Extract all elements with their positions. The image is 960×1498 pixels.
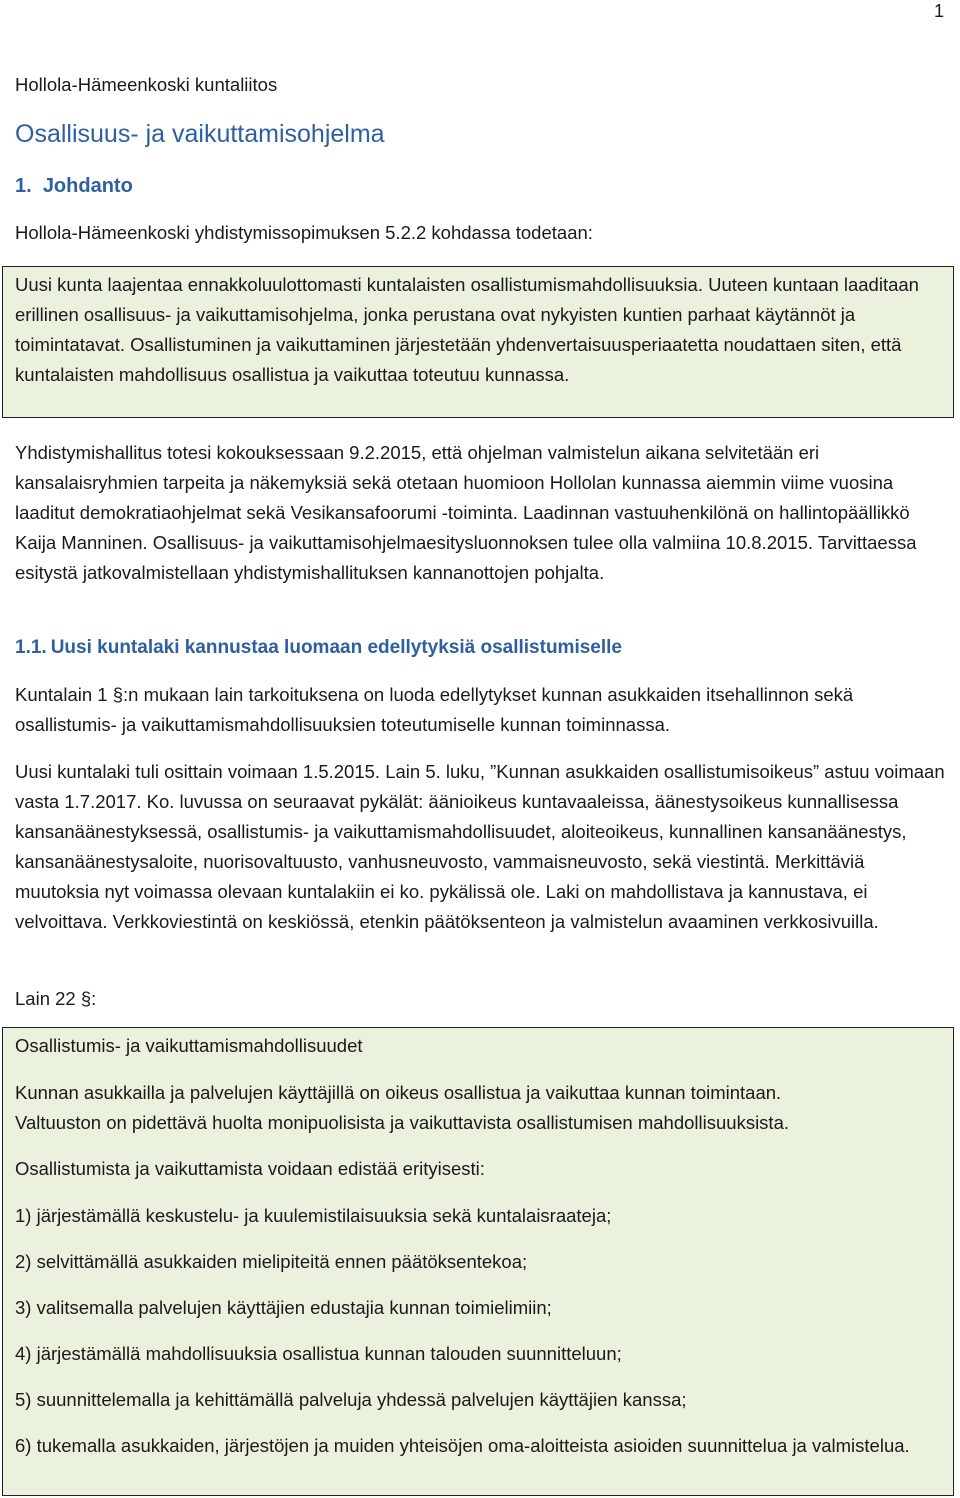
section-title: Johdanto xyxy=(42,175,133,197)
quote-text: Uusi kunta laajentaa ennakkoluulottomasti kuntalaisten osallistumismahdollisuuksia. Uuteen kuntaan laaditaan erillinen osallisuus- ja vaikuttamisohjelma, jonka perustana ovat nykyisten kuntien parhaat käytännöt ja toimintatavat. Osallistuminen ja vaikuttaminen järjestetään yhdenvertaisuusperiaatetta noudattaen siten, että kuntalaisten mahdollisuus osallistua ja vaikuttaa toteutuu kunnassa. xyxy=(15,274,919,385)
law-list-item: 2) selvittämällä asukkaiden mielipiteitä ennen päätöksentekoa; xyxy=(15,1251,528,1272)
paragraph-kuntalaki-changes: Uusi kuntalaki tuli osittain voimaan 1.5.2015. Lain 5. luku, ”Kunnan asukkaiden osallistumisoikeus” astuu voimaan vasta 1.7.2017. Ko. luvussa on seuraavat pykälät: äänioikeus kuntavaaleissa, äänestysoikeus kunnallisessa kansanäänestyksessä, osallistumis- ja vaikuttamismahdollisuudet, aloiteoikeus, kunnallinen kansanäänestys, kansanäänestysaloite, nuorisovaltuusto, vanhusneuvosto, vammaisneuvosto, sekä viestintä. Merkittäviä muutoksia nyt voimassa olevaan kuntalakiin ei ko. pykälissä ole. Laki on mahdollistava ja kannustava, ei velvoittava. Verkkoviestintä on keskiössä, etenkin päätöksenteon ja valmistelun avaaminen verkkosivuilla. xyxy=(15,761,945,932)
quote-box-agreement xyxy=(2,266,954,418)
subsection-title: Uusi kuntalaki kannustaa luomaan edellytyksiä osallistumiselle xyxy=(50,637,622,658)
law-list-item: 4) järjestämällä mahdollisuuksia osallistua kunnan talouden suunnitteluun; xyxy=(15,1343,622,1364)
quote-box-law-22 xyxy=(2,1027,954,1496)
page-number: 1 xyxy=(933,1,944,21)
law-lead-3: Osallistumista ja vaikuttamista voidaan edistää erityisesti: xyxy=(15,1158,485,1179)
law-list-item: 3) valitsemalla palvelujen käyttäjien edustajia kunnan toimielimiin; xyxy=(15,1297,552,1318)
law-lead-2: Valtuuston on pidettävä huolta monipuolisista ja vaikuttavista osallistumisen mahdollisuuksista. xyxy=(15,1112,789,1133)
subsection-number: 1.1. xyxy=(15,637,47,658)
law-lead-1: Kunnan asukkailla ja palvelujen käyttäjillä on oikeus osallistua ja vaikuttaa kunnan toimintaan. xyxy=(15,1082,782,1103)
paragraph-board-decision: Yhdistymishallitus totesi kokouksessaan 9.2.2015, että ohjelman valmistelun aikana selvitetään eri kansalaisryhmien tarpeita ja näkemyksiä sekä otetaan huomioon Hollolan kunnassa aiemmin viime vuosina laaditut demokratiaohjelmat sekä Vesikansafoorumi -toiminta. Laadinnan vastuuhenkilönä on hallintopäällikkö Kaija Manninen. Osallisuus- ja vaikuttamisohjelmaesitysluonnoksen tulee olla valmiina 10.8.2015. Tarvittaessa esitystä jatkovalmistellaan yhdistymishallituksen kannanottojen pohjalta. xyxy=(15,442,917,583)
section-number: 1. xyxy=(15,175,32,197)
document-header: Hollola-Hämeenkoski kuntaliitos xyxy=(15,74,278,95)
law-22-label: Lain 22 §: xyxy=(15,988,97,1009)
paragraph-kuntalaki-purpose: Kuntalain 1 §:n mukaan lain tarkoituksena on luoda edellytykset kunnan asukkaiden itsehallinnon sekä osallistumis- ja vaikuttamismahdollisuuksien toteutumiselle kunnan toiminnassa. xyxy=(15,684,854,735)
intro-paragraph: Hollola-Hämeenkoski yhdistymissopimuksen 5.2.2 kohdassa todetaan: xyxy=(15,222,593,243)
document-title: Osallisuus- ja vaikuttamisohjelma xyxy=(15,120,385,148)
law-heading: Osallistumis- ja vaikuttamismahdollisuudet xyxy=(15,1035,363,1056)
law-list-item: 1) järjestämällä keskustelu- ja kuulemistilaisuuksia sekä kuntalaisraateja; xyxy=(15,1205,612,1226)
law-list-item: 6) tukemalla asukkaiden, järjestöjen ja muiden yhteisöjen oma-aloitteista asioiden suunnittelua ja valmistelua. xyxy=(15,1435,910,1456)
subsection-heading-kuntalaki xyxy=(15,634,622,662)
section-heading-johdanto xyxy=(15,172,133,200)
law-list-item: 5) suunnittelemalla ja kehittämällä palveluja yhdessä palvelujen käyttäjien kanssa; xyxy=(15,1389,687,1410)
